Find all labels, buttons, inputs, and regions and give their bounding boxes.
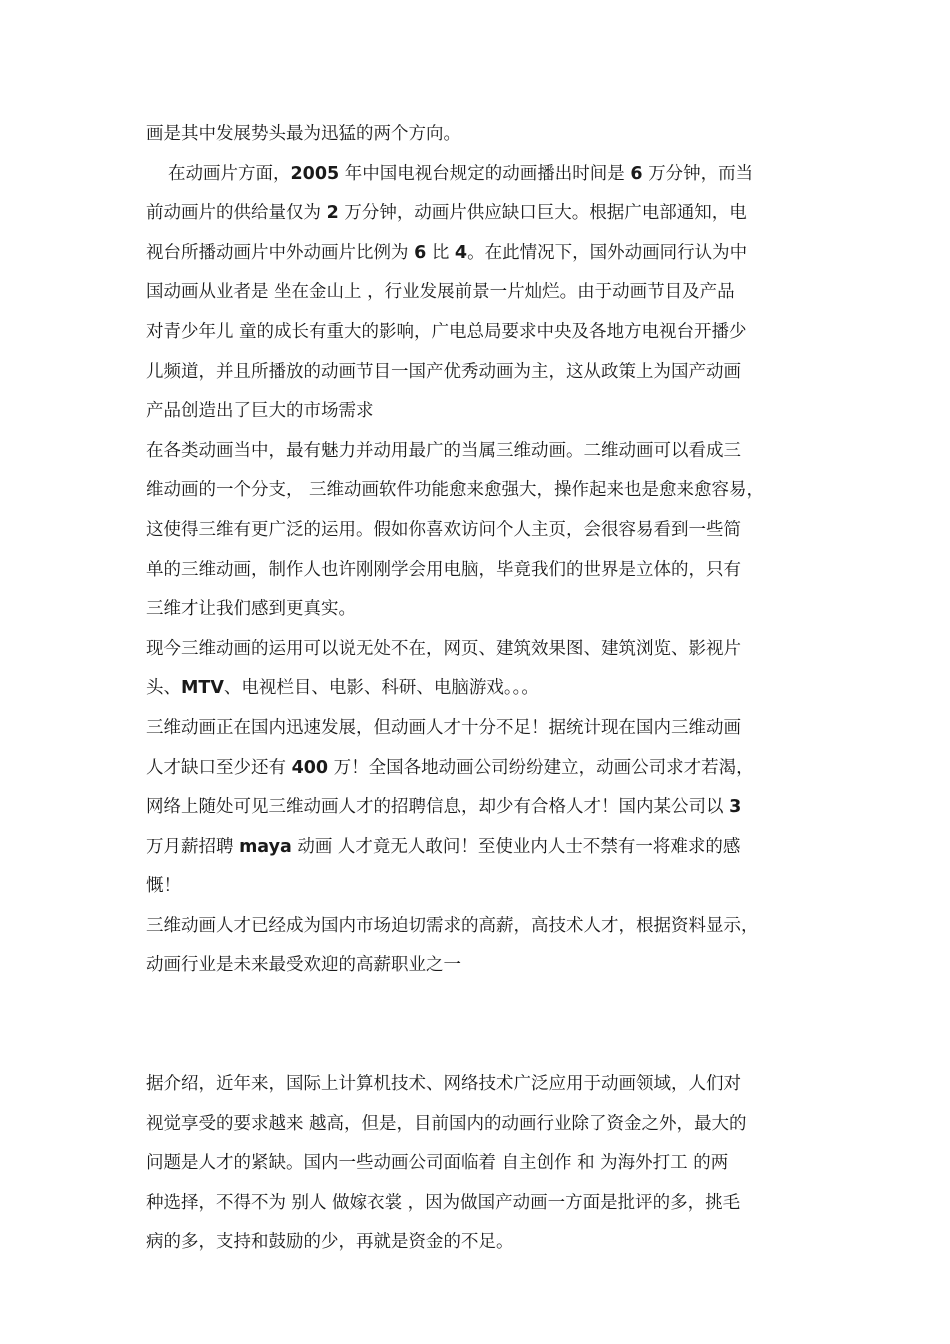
text-line: [146, 155, 814, 195]
bold-text-run: MTV: [181, 678, 224, 699]
text-line: [146, 907, 814, 947]
text-line: [146, 709, 814, 749]
text-line: [146, 828, 814, 868]
text-run: 三维才让我们感到更真实。: [146, 599, 356, 620]
text-run: 维动画的一个分支， 三维动画软件功能愈来愈强大，操作起来也是愈来愈容易，: [146, 480, 765, 501]
document-body: [146, 115, 814, 1263]
text-run: 画是其中发展势头最为迅猛的两个方向。: [146, 124, 461, 144]
text-run: 。在此情况下，国外动画同行认为中: [467, 242, 748, 263]
text-line: [146, 1105, 814, 1145]
text-line: [146, 1184, 814, 1224]
text-run: 病的多，支持和鼓励的少，再就是资金的不足。: [146, 1232, 514, 1253]
text-run: 头、: [146, 678, 181, 699]
text-line: [146, 1223, 814, 1263]
text-line: [146, 867, 814, 907]
text-run: 比: [426, 242, 455, 263]
text-run: 前动画片的供给量仅为: [146, 203, 327, 224]
paragraph: [146, 1065, 814, 1263]
bold-text-run: maya: [239, 836, 292, 857]
text-run: 三维动画正在国内迅速发展，但动画人才十分不足！据统计现在国内三维动画: [146, 717, 741, 738]
paragraph-gap: [146, 986, 814, 1065]
text-run: 在动画片方面，: [168, 163, 291, 184]
text-line: [146, 234, 814, 274]
text-line: [146, 313, 814, 353]
text-run: 国动画从业者是 坐在金山上 ，行业发展前景一片灿烂。由于动画节目及产品: [146, 282, 735, 303]
text-line: [146, 551, 814, 591]
bold-text-run: 400: [291, 757, 329, 778]
bold-text-run: 2005: [290, 163, 340, 184]
text-run: 现今三维动画的运用可以说无处不在，网页、建筑效果图、建筑浏览、影视片: [146, 638, 741, 659]
text-line: [146, 946, 814, 986]
text-run: 、电视栏目、电影、科研、电脑游戏。。。: [223, 678, 539, 699]
text-run: 网络上随处可见三维动画人才的招聘信息，却少有合格人才！国内某公司以: [146, 797, 730, 818]
text-run: 在各类动画当中，最有魅力并动用最广的当属三维动画。二维动画可以看成三: [146, 440, 741, 461]
text-line: [146, 630, 814, 670]
text-run: 儿频道，并且所播放的动画节目一国产优秀动画为主，这从政策上为国产动画: [146, 361, 741, 382]
text-line: [146, 353, 814, 393]
text-run: 三维动画人才已经成为国内市场迫切需求的高薪，高技术人才，根据资料显示，: [146, 915, 759, 936]
text-line: [146, 669, 814, 709]
text-run: 视台所播动画片中外动画片比例为: [146, 242, 415, 263]
paragraph: [146, 907, 814, 986]
text-run: 对青少年儿 童的成长有重大的影响，广电总局要求中央及各地方电视台开播少: [146, 321, 747, 342]
bold-text-run: 3: [729, 797, 742, 818]
text-run: 产品创造出了巨大的市场需求: [146, 401, 374, 422]
text-line: [146, 511, 814, 551]
text-line: [146, 749, 814, 789]
text-line: [146, 432, 814, 472]
text-run: 这使得三维有更广泛的运用。假如你喜欢访问个人主页，会很容易看到一些简: [146, 519, 741, 540]
text-line: [146, 471, 814, 511]
text-run: 万分钟，而当: [642, 163, 754, 184]
bold-text-run: 6: [414, 242, 427, 263]
paragraph: [146, 709, 814, 907]
text-line: [146, 788, 814, 828]
text-run: 万！全国各地动画公司纷纷建立，动画公司求才若渴，: [328, 757, 754, 778]
text-run: 种选择，不得不为 别人 做嫁衣裳 ，因为做国产动画一方面是批评的多，挑毛: [146, 1192, 741, 1213]
text-run: 动画 人才竟无人敢问！至使业内人士不禁有一将难求的感: [291, 836, 741, 857]
text-line: [146, 1065, 814, 1105]
text-line: [146, 115, 814, 155]
text-run: 视觉享受的要求越来 越高，但是，目前国内的动画行业除了资金之外，最大的: [146, 1113, 747, 1134]
bold-text-run: 2: [326, 203, 339, 224]
text-run: 动画行业是未来最受欢迎的高薪职业之一: [146, 955, 461, 976]
text-run: 问题是人才的紧缺。国内一些动画公司面临着 自主创作 和 为海外打工 的两: [146, 1153, 729, 1174]
text-line: [146, 590, 814, 630]
paragraph: [146, 115, 814, 155]
text-run: 万分钟，动画片供应缺口巨大。根据广电部通知，电: [338, 203, 747, 224]
text-line: [146, 273, 814, 313]
text-run: 人才缺口至少还有: [146, 757, 292, 778]
paragraph: [146, 432, 814, 630]
text-run: 据介绍，近年来，国际上计算机技术、网络技术广泛应用于动画领域，人们对: [146, 1074, 741, 1095]
bold-text-run: 4: [454, 242, 468, 263]
text-line: [146, 392, 814, 432]
text-run: 万月薪招聘: [146, 836, 240, 857]
bold-text-run: 6: [630, 163, 643, 184]
text-line: [146, 194, 814, 234]
paragraph: [146, 155, 814, 432]
text-run: 慨！: [146, 876, 181, 897]
text-line: [146, 1144, 814, 1184]
paragraph: [146, 630, 814, 709]
text-run: 单的三维动画，制作人也许刚刚学会用电脑，毕竟我们的世界是立体的，只有: [146, 559, 741, 580]
text-run: 年中国电视台规定的动画播出时间是: [339, 163, 631, 184]
